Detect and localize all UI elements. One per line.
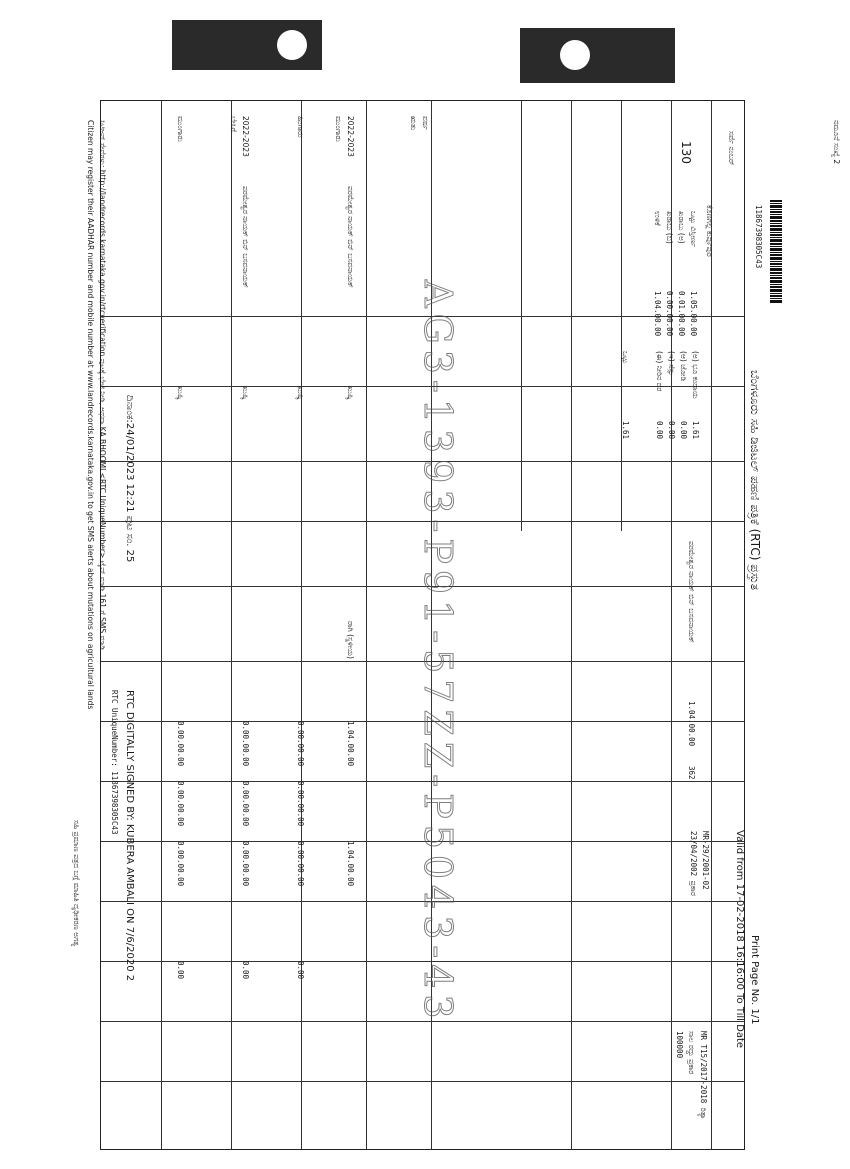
crop-row-4-irrig: ಖುಷ್ಕಿ — [176, 386, 185, 400]
owner-khata: 362 — [687, 766, 696, 780]
assess-total-label: ಒಟ್ಟು — [621, 351, 630, 364]
page-title: ಬೆಂಗಳೂರು ಸಹಿ ಡಿಜಿಟಲ್ ಪಹಣಿ ಪತ್ರಿಕೆ (RTC) ಪ್ರಸ್ತುತ — [748, 370, 762, 591]
redacted-block-left — [172, 20, 322, 70]
footer-date: ದಿನಾಂಕ:24/01/2023 12:21 ಪುಟ ಸಂ. 25 — [124, 395, 135, 563]
extent-label-3: ಖರಾಬು (ಬ) — [665, 211, 674, 244]
crop-row-2-c14: 0.00 — [296, 961, 305, 980]
barcode-number: 11867398305C43 — [754, 205, 763, 269]
crop-row-1-c12: 1.04.00.00 — [346, 841, 355, 887]
crop-row-3-c10: 0.00.00.00 — [241, 721, 250, 767]
footer-url-line: ಸಿಟಿಜನ್ ಸೇವೆಗಳು: http://landrecords.karnataka.gov.in/rtcverification ಪುಟಕ್ಕೆ ಭೇಟಿ ನೀಡಿ, ಅಥವಾ KA BHOOMI <RTC UniqueNumber> ಟೈಪ್ ಮಾಡಿ 161 ಗೆ SMS ಮಾಡಿ — [98, 120, 107, 650]
extent-value-1: 1.05.00.00 — [689, 291, 698, 337]
crop-row-3-season: ಬೇಸಿಗೆ — [229, 116, 238, 132]
crop-col-season: ಋತು — [409, 116, 418, 131]
assess-label-1: (ಅ) ಭೂ ಕಂದಾಯ — [691, 351, 700, 399]
crop-row-2-irrig: ಖುಷ್ಕಿ — [296, 386, 305, 400]
other-rights-mr: MR T15/2017-2018 ರಿತ್ಯಾ — [699, 1031, 708, 1120]
crop-row-4-season: ಮುಂಗಾರು — [176, 116, 185, 142]
crop-row-3-c14: 0.00 — [241, 961, 250, 980]
footer-register-line: Citizen may register their AADHAR number and mobile number at www.landrecords.karnataka.gov.in to get SMS alerts about mutations on agricultural lands — [86, 120, 95, 710]
owner-extent: 1.04.00.00 — [687, 701, 696, 747]
survey-label: ಸರ್ವೆ ನಂಬರ್ — [727, 131, 736, 166]
print-page-no: Print Page No. 1/1 — [749, 935, 760, 1025]
other-rights-note: ಸಾಲ ರದ್ದು ಪ್ರಕಾರ — [687, 1031, 696, 1075]
crop-row-3-year: 2022-2023 — [241, 116, 250, 157]
survey-number: 130 — [679, 141, 693, 164]
crop-row-2-season: ಹಿಂಗಾರು — [296, 116, 305, 138]
assess-label-3: (ಇ) ಸೆಸ್ಸು — [667, 351, 676, 376]
barcode — [770, 200, 782, 303]
assess-total-value: 1.61 — [621, 421, 630, 440]
crop-row-1-c10: 1.04.00.00 — [346, 721, 355, 767]
assess-value-1: 1.61 — [691, 421, 700, 440]
crop-col-year: ವರ್ಷ — [421, 116, 430, 130]
extent-label-2: ಖರಾಬು (ಅ) — [677, 211, 686, 244]
crop-row-4-c12: 0.00.00.00 — [176, 841, 185, 887]
crop-row-1-year: 2022-2023 — [346, 116, 355, 157]
other-rights-amount: 100000 — [675, 1031, 684, 1059]
crop-row-3-owner: ಪರಮೇಶ್ವರ ನಾಯಕ್ ಬಿನ್ ಬಸವನಾಯಕ್ — [241, 186, 250, 288]
crop-row-4-c11: 0.00.00.00 — [176, 781, 185, 827]
assess-value-4: 0.00 — [655, 421, 664, 440]
crop-row-4-c14: 0.00 — [176, 961, 185, 980]
crop-row-2-c10: 0.00.00.00 — [296, 721, 305, 767]
crop-row-1-owner: ಪರಮೇಶ್ವರ ನಾಯಕ್ ಬಿನ್ ಬಸವನಾಯಕ್ — [346, 186, 355, 288]
assess-value-3: 0.00 — [667, 421, 676, 440]
crop-row-1-crop: ರಾಗಿ (ಸ್ಥಳೀಯ) — [346, 621, 355, 659]
crop-row-1-irrig: ಖುಷ್ಕಿ — [346, 386, 355, 400]
assess-label-4: (ಈ) ನೀರಿನ ದರ — [655, 351, 664, 392]
crop-row-4-c10: 0.00.00.00 — [176, 721, 185, 767]
verification-stamp: AG3-1393-P91-57ZZ-P5043-43 — [416, 280, 460, 1025]
extent-label-4: ಉಳಿಕೆ — [653, 211, 662, 226]
form-ref: ನಮೂನೆ ಸಂಖ್ಯೆ 2 — [832, 120, 841, 165]
crop-row-2-c11: 0.00.00.00 — [296, 781, 305, 827]
assess-label-2: (ಆ) ಜೋಡಿ — [679, 351, 688, 382]
redacted-block-right — [520, 28, 675, 83]
crop-row-3-c11: 0.00.00.00 — [241, 781, 250, 827]
crop-row-3-c12: 0.00.00.00 — [241, 841, 250, 887]
crop-row-3-irrig: ಖುಷ್ಕಿ — [241, 386, 250, 400]
owner-mutation: MR-29/2001-02 — [701, 831, 710, 890]
footer-signed-by: RTC DIGITALLY SIGNED BY: KUBERA AMBALI ON 7/6/2020 2 — [124, 690, 135, 982]
validity-line: Valid from 17-02-2018 16:16:00 To Till Date — [734, 830, 745, 1049]
extent-value-3: 0.00.00.00 — [665, 291, 674, 337]
crop-row-2-c12: 0.00.00.00 — [296, 841, 305, 887]
crop-row-1-season: ಮುಂಗಾರು — [334, 116, 343, 142]
assess-value-2: 0.00 — [679, 421, 688, 440]
extent-value-2: 0.01.00.00 — [677, 291, 686, 337]
extent-value-4: 1.04.00.00 — [653, 291, 662, 337]
owner-name: ಪರಮೇಶ್ವರ ನಾಯಕ್ ಬಿನ್ ಬಸವನಾಯಕ್ — [687, 541, 696, 643]
owner-mutation-date: 23/04/2002 ಪ್ರಕಾರ — [689, 831, 698, 896]
extent-label-1: ಒಟ್ಟು ವಿಸ್ತೀರ್ಣ — [689, 211, 698, 248]
footer-note: ಸಹಿ ಪ್ರಮಾಣ ಪತ್ರದ ಬಗ್ಗೆ ಮಾಹಿತಿ ದೃಢೀಕರಣ ಅಗತ್ಯ — [72, 820, 81, 947]
footer-unique: RTC UniqueNumber: 11867398305C43 — [110, 690, 119, 835]
village-name: ಕೊಣಿಗಲ್ಲಿ ಕುರ್ಪುಪುರ — [705, 205, 714, 257]
